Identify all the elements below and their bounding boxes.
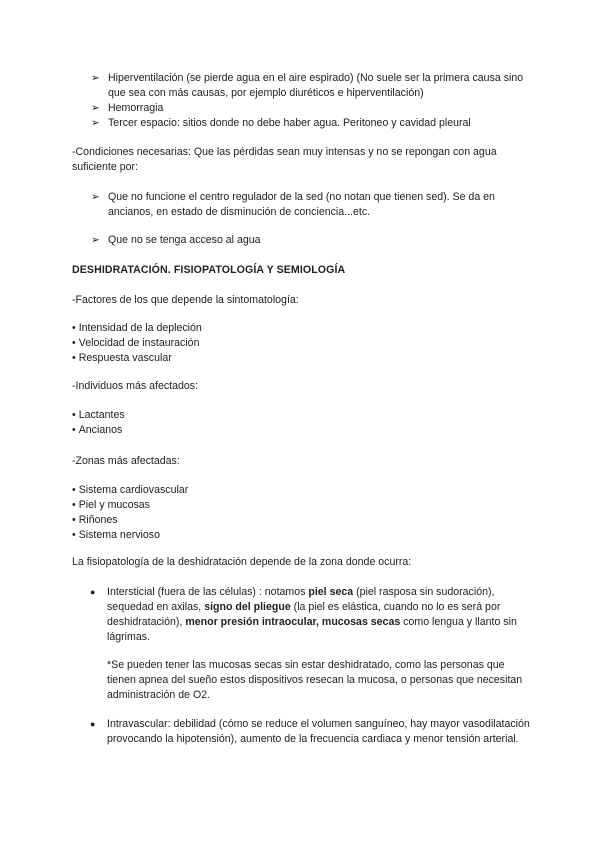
arrow-bullet-icon: ➢ (91, 102, 100, 114)
list-item (90, 717, 530, 747)
bullet-icon: • (72, 352, 76, 364)
intravascular-text: Intravascular: debilidad (cómo se reduce el volumen sanguíneo, hay mayor vasodilatación provocando la hipotensión), aumento de la frecuencia cardiaca y menor tensión arterial. (107, 718, 530, 745)
bullet-icon: • (72, 529, 76, 541)
list-item-text: Sistema nervioso (78, 529, 160, 541)
factors-intro: -Factores de los que depende la sintomatología: (72, 294, 299, 306)
bullet-icon: • (72, 322, 76, 334)
list-item-text: Que no se tenga acceso al agua (108, 234, 261, 246)
list-item (72, 423, 122, 438)
list-item (72, 351, 172, 366)
list-item (72, 513, 118, 528)
bullet-icon: • (72, 484, 76, 496)
list-item-text: Ancianos (78, 424, 123, 436)
circle-bullet-icon: ● (90, 587, 96, 597)
list-item (72, 321, 202, 336)
list-item-text: Lactantes (78, 409, 125, 421)
list-item (72, 528, 160, 543)
bullet-icon: • (72, 337, 76, 349)
zones-intro: -Zonas más afectadas: (72, 455, 180, 467)
arrow-bullet-icon: ➢ (91, 234, 100, 246)
bullet-icon: • (72, 499, 76, 511)
list-item-text: Sistema cardiovascular (78, 484, 189, 496)
list-item (91, 190, 536, 220)
bullet-icon: • (72, 424, 76, 436)
list-item (91, 101, 536, 116)
conditions-paragraph: -Condiciones necesarias: Que las pérdidas sean muy intensas y no se repongan con agua suficiente por: (72, 146, 497, 173)
list-item (72, 336, 199, 351)
circle-bullet-icon: ● (90, 719, 96, 729)
list-item-text: Que no funcione el centro regulador de la sed (no notan que tienen sed). Se da en ancianos, en estado de disminución de conciencia...etc. (108, 191, 495, 218)
list-item (72, 498, 150, 513)
list-item (91, 71, 536, 101)
interstitial-text: Intersticial (fuera de las células) : notamos piel seca (piel rasposa sin sudoración), sequedad en axilas, signo del pliegue (la piel es elástica, cuando no lo es será por deshidratación), menor presión intraocular, mucosas secas como lengua y llanto sin lágrimas. (107, 586, 517, 643)
list-item (90, 585, 530, 645)
list-item-text: Piel y mucosas (78, 499, 150, 511)
list-item (72, 483, 188, 498)
bullet-icon: • (72, 409, 76, 421)
list-item-text: Respuesta vascular (78, 352, 172, 364)
list-item-text: Riñones (78, 514, 118, 526)
arrow-bullet-icon: ➢ (91, 191, 100, 203)
arrow-bullet-icon: ➢ (91, 72, 100, 84)
individuals-intro: -Individuos más afectados: (72, 380, 199, 392)
section-heading: DESHIDRATACIÓN. FISIOPATOLOGÍA Y SEMIOLOGÍA (72, 264, 346, 276)
physio-intro: La fisiopatología de la deshidratación depende de la zona donde ocurra: (72, 556, 412, 568)
list-item-text: Tercer espacio: sitios donde no debe haber agua. Peritoneo y cavidad pleural (108, 117, 471, 129)
list-item (72, 408, 125, 423)
list-item-text: Velocidad de instauración (78, 337, 200, 349)
list-item-text: Hemorragia (108, 102, 164, 114)
arrow-bullet-icon: ➢ (91, 117, 100, 129)
list-item-text: Hiperventilación (se pierde agua en el aire espirado) (No suele ser la primera causa sino que sea con más causas, por ejemplo diuréticos e hiperventilación) (108, 72, 524, 99)
bullet-icon: • (72, 514, 76, 526)
list-item-text: Intensidad de la depleción (78, 322, 202, 334)
list-item (91, 233, 536, 248)
note-paragraph: *Se pueden tener las mucosas secas sin estar deshidratado, como las personas que tienen apnea del sueño estos dispositivos resecan la mucosa, o personas que necesitan administración de O2. (107, 659, 523, 701)
list-item (91, 116, 536, 131)
